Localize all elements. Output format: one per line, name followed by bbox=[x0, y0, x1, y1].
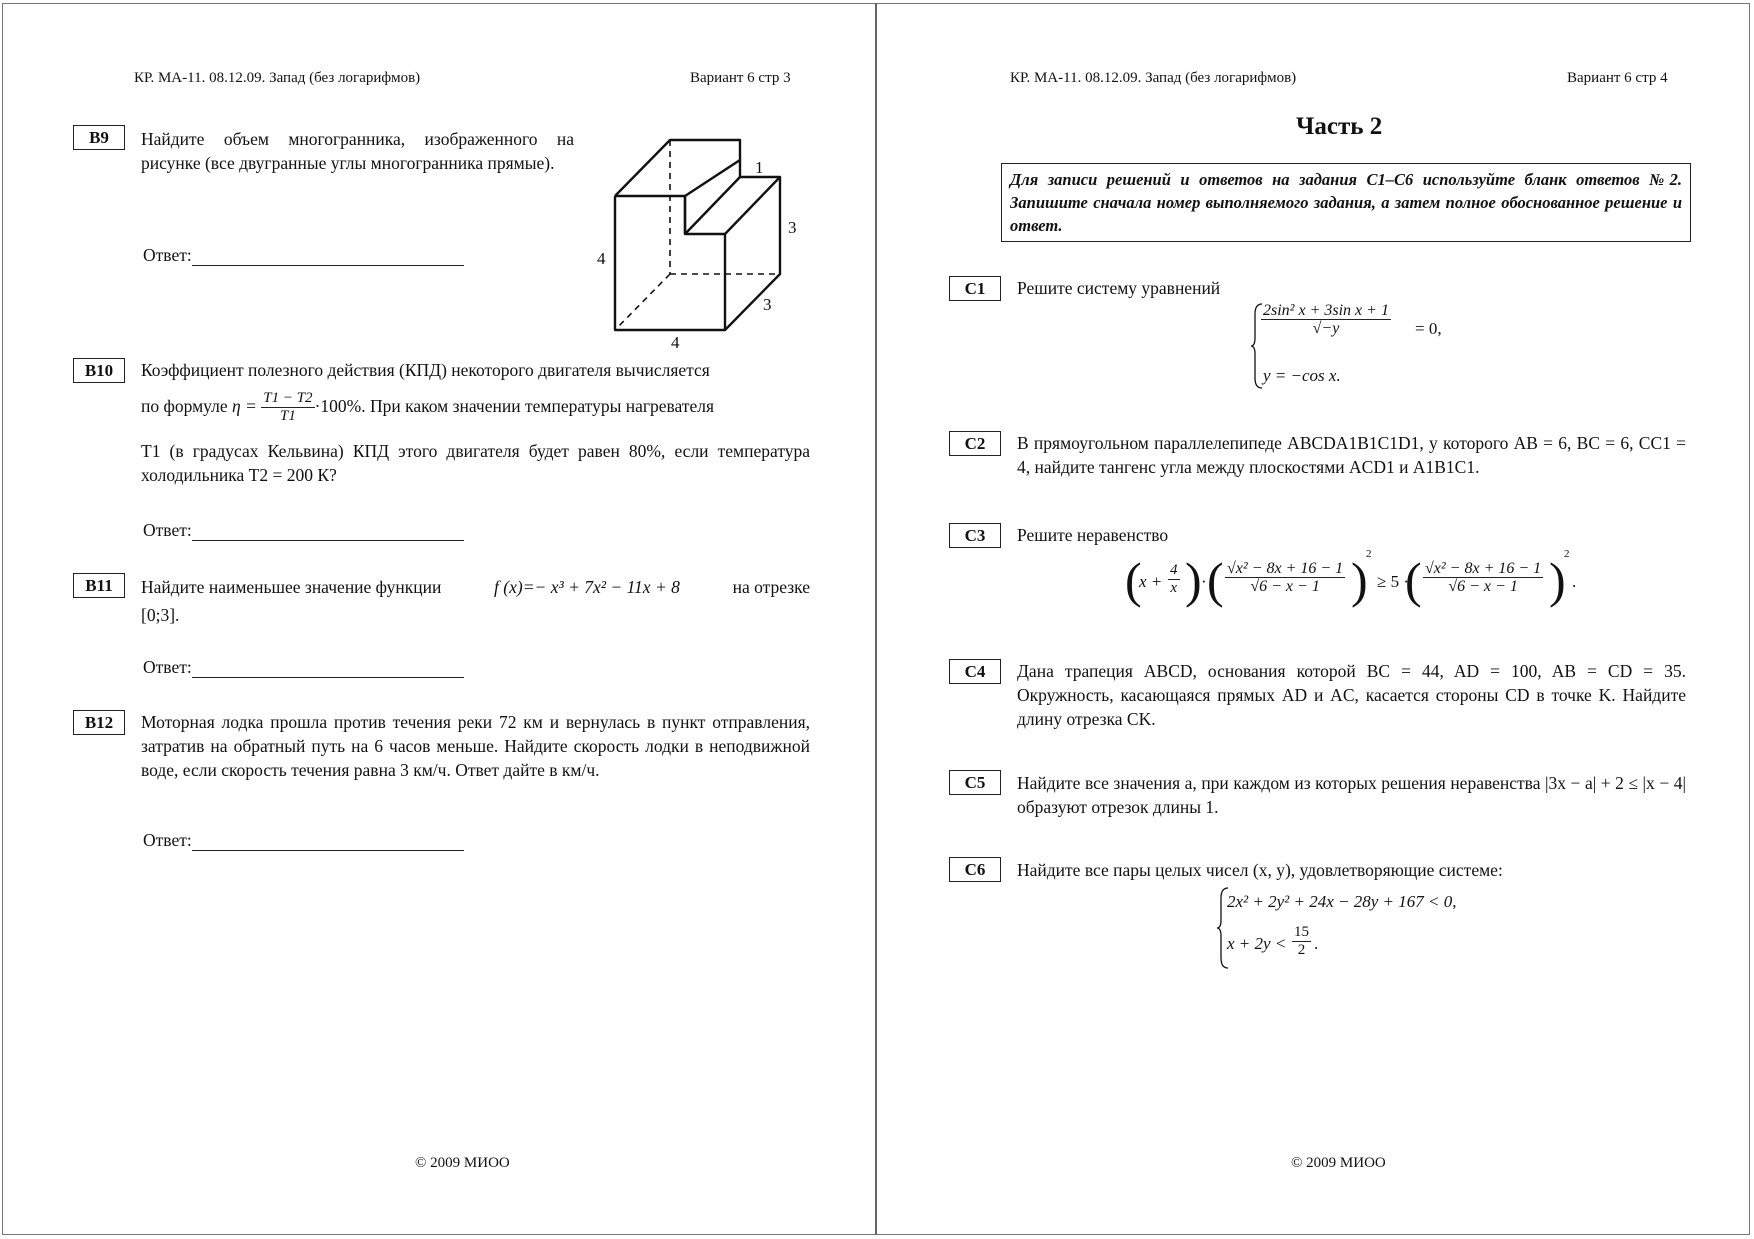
right-page-label: Вариант 6 стр 4 bbox=[1567, 70, 1668, 86]
answer-label: Ответ: bbox=[143, 657, 192, 677]
c6-eq2-fraction bbox=[1292, 924, 1311, 959]
b11-suffix: на отрезке bbox=[732, 577, 810, 597]
c6-eq1: 2x² + 2y² + 24x − 28y + 167 < 0, bbox=[1227, 892, 1457, 911]
c6-system bbox=[1216, 886, 1496, 970]
c3-paren-open-2: ( bbox=[1207, 552, 1224, 608]
c6-eq2-den: 2 bbox=[1297, 942, 1306, 958]
task-text-b9: Найдите объем многогранника, изображенного на рисунке (все двугранные углы многогранника прямые). bbox=[141, 129, 574, 173]
figure-label-4-bottom: 4 bbox=[671, 333, 680, 350]
left-page-header: КР. МА-11. 08.12.09. Запад (без логарифмов) bbox=[134, 70, 421, 86]
task-text-c4: Дана трапеция ABCD, основания которой BC = 44, AD = 100, AB = CD = 35. Окружность, касающаяся прямых AD и AC, касается стороны CD в точке K. Найдите длину отрезка CK. bbox=[1017, 661, 1686, 729]
answer-b9[interactable] bbox=[143, 245, 464, 266]
answer-label: Ответ: bbox=[143, 520, 192, 540]
c3-lhs-a: x + bbox=[1139, 572, 1163, 591]
figure-label-1: 1 bbox=[755, 158, 764, 177]
right-page-footer: © 2009 МИОО bbox=[1291, 1155, 1386, 1171]
task-tag-b9: B9 bbox=[73, 125, 125, 150]
c6-eq2-end: . bbox=[1314, 934, 1319, 953]
task-text-b10-line3: T1 (в градусах Кельвина) КПД этого двигателя будет равен 80%, если температура холодильника T2 = 200 К? bbox=[141, 441, 810, 485]
answer-b10[interactable] bbox=[143, 520, 464, 541]
c3-rad-den-left: √6 − x − 1 bbox=[1250, 578, 1320, 595]
answer-line[interactable] bbox=[192, 832, 464, 851]
task-tag-c3: C3 bbox=[949, 523, 1001, 548]
c3-paren-close-1: ) bbox=[1185, 552, 1202, 608]
c3-lhs-den: x bbox=[1170, 580, 1178, 596]
task-tag-c2: C2 bbox=[949, 431, 1001, 456]
task-text-c2: В прямоугольном параллелепипеде ABCDA1B1C1D1, у которого AB = 6, BC = 6, CC1 = 4, найдите тангенс угла между плоскостями ACD1 и A1B1C1. bbox=[1017, 433, 1686, 477]
task-tag-b12: B12 bbox=[73, 710, 125, 735]
right-page-header: КР. МА-11. 08.12.09. Запад (без логарифмов) bbox=[1010, 70, 1297, 86]
c1-eq2: y = −cos x. bbox=[1263, 366, 1341, 385]
b10-suffix: . При каком значении температуры нагревателя bbox=[361, 396, 715, 416]
b11-interval: [0;3]. bbox=[141, 605, 180, 625]
instructions-box: Для записи решений и ответов на задания С1–С6 используйте бланк ответов №2. Запишите сначала номер выполняемого задания, а затем полное обоснованное решение и ответ. bbox=[1001, 163, 1691, 242]
c1-eq1-num: 2sin² x + 3sin x + 1 bbox=[1263, 302, 1389, 319]
answer-line[interactable] bbox=[192, 659, 464, 678]
c3-paren-open-1: ( bbox=[1125, 552, 1142, 608]
c3-rad-den-right: √6 − x − 1 bbox=[1448, 578, 1518, 595]
task-text-b12: Моторная лодка прошла против течения реки 72 км и вернулась в пункт отправления, затратив на обратный путь на 6 часов меньше. Найдите скорость лодки в неподвижной воде, если скорость течения равна 3 км/ч. Ответ дайте в км/ч. bbox=[141, 712, 810, 780]
c1-eq1-den: √−y bbox=[1312, 320, 1340, 337]
task-tag-c1: C1 bbox=[949, 276, 1001, 301]
task-text-b10-line2 bbox=[141, 384, 810, 428]
answer-label: Ответ: bbox=[143, 830, 192, 850]
c3-end: . bbox=[1572, 572, 1577, 591]
c6-eq2-num: 15 bbox=[1294, 924, 1309, 940]
page-fold-divider bbox=[875, 3, 877, 1235]
c1-system bbox=[1250, 302, 1470, 392]
polyhedron-figure bbox=[585, 125, 805, 350]
b11-formula: f (x)=− x³ + 7x² − 11x + 8 bbox=[494, 577, 680, 597]
b10-formula-fraction bbox=[261, 390, 314, 425]
figure-label-4-left: 4 bbox=[597, 249, 606, 268]
task-text-c3: Решите неравенство bbox=[1017, 525, 1169, 545]
answer-line[interactable] bbox=[192, 522, 464, 541]
c3-rad-num-left: √x² − 8x + 16 − 1 bbox=[1227, 560, 1344, 577]
c6-eq2-lhs: x + 2y < bbox=[1227, 934, 1287, 953]
c3-lhs-fraction bbox=[1168, 562, 1180, 597]
b10-formula-tail: ·100% bbox=[314, 396, 362, 416]
figure-label-3-right: 3 bbox=[788, 218, 797, 237]
c3-frac-right bbox=[1423, 560, 1543, 595]
answer-line[interactable] bbox=[192, 247, 464, 266]
task-text-c1: Решите систему уравнений bbox=[1017, 278, 1221, 298]
task-text-c5: Найдите все значения a, при каждом из которых решения неравенства |3x − a| + 2 ≤ |x − 4| образуют отрезок длины 1. bbox=[1017, 773, 1686, 817]
left-page-label: Вариант 6 стр 3 bbox=[690, 70, 791, 86]
task-tag-c6: C6 bbox=[949, 857, 1001, 882]
b10-formula-lhs: η = bbox=[232, 396, 257, 416]
task-text-b11-line1 bbox=[141, 575, 810, 599]
b10-prefix: по формуле bbox=[141, 396, 228, 416]
answer-label: Ответ: bbox=[143, 245, 192, 265]
b10-formula-num: T1 − T2 bbox=[263, 390, 313, 407]
c1-eq1-fraction bbox=[1261, 302, 1391, 337]
b10-formula-den: T1 bbox=[279, 408, 296, 425]
c3-inequality bbox=[1125, 548, 1585, 618]
task-tag-b11: B11 bbox=[73, 573, 125, 598]
c3-lhs-num: 4 bbox=[1170, 562, 1178, 578]
task-tag-c4: C4 bbox=[949, 659, 1001, 684]
task-tag-b10: B10 bbox=[73, 358, 125, 383]
c1-eq1-rhs: = 0, bbox=[1415, 319, 1442, 338]
answer-b12[interactable] bbox=[143, 830, 464, 851]
task-text-c6: Найдите все пары целых чисел (x, y), удовлетворяющие системе: bbox=[1017, 860, 1503, 880]
answer-b11[interactable] bbox=[143, 657, 464, 678]
c3-dot: · bbox=[1201, 572, 1207, 591]
c3-square-2: 2 bbox=[1564, 548, 1570, 560]
part-title: Часть 2 bbox=[1296, 113, 1383, 140]
c3-square-1: 2 bbox=[1366, 548, 1372, 560]
hidden-edge-left bbox=[615, 274, 670, 330]
top-upper-face bbox=[615, 140, 740, 196]
b11-prefix: Найдите наименьшее значение функции bbox=[141, 577, 442, 597]
task-tag-c5: C5 bbox=[949, 770, 1001, 795]
c3-paren-close-2: ) bbox=[1351, 552, 1368, 608]
c3-paren-close-3: ) bbox=[1549, 552, 1566, 608]
c3-geq: ≥ 5 · bbox=[1377, 572, 1409, 591]
c3-frac-left bbox=[1225, 560, 1345, 595]
c3-paren-open-3: ( bbox=[1405, 552, 1422, 608]
c3-rad-num-right: √x² − 8x + 16 − 1 bbox=[1425, 560, 1542, 577]
figure-label-3-bottom: 3 bbox=[763, 295, 772, 314]
task-text-b10-line1: Коэффициент полезного действия (КПД) некоторого двигателя вычисляется bbox=[141, 360, 710, 380]
left-page-footer: © 2009 МИОО bbox=[415, 1155, 510, 1171]
